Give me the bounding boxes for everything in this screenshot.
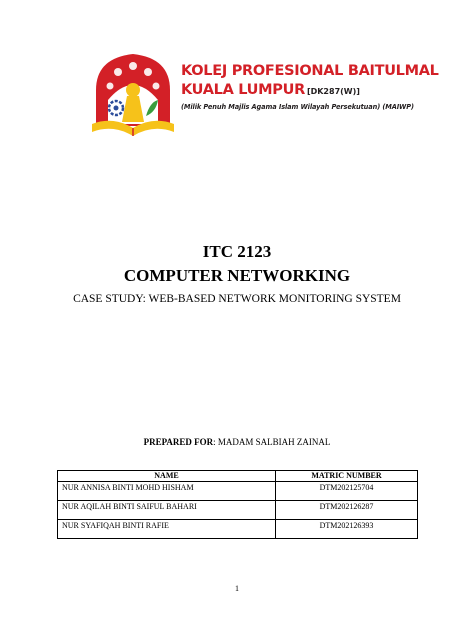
college-emblem-icon — [88, 50, 178, 140]
prepared-for-label: PREPARED FOR — [143, 437, 214, 447]
member-matric: DTM202126287 — [276, 501, 418, 520]
member-name: NUR SYAFIQAH BINTI RAFIE — [58, 520, 276, 539]
college-name-line1: KOLEJ PROFESIONAL BAITULMAL — [181, 63, 439, 79]
logo-text — [181, 63, 439, 111]
course-code: ITC 2123 — [202, 242, 272, 261]
member-matric: DTM202125704 — [276, 482, 418, 501]
course-name: COMPUTER NETWORKING — [123, 266, 351, 285]
college-ownership: (Milik Penuh Majlis Agama Islam Wilayah Persekutuan) (MAIWP) — [181, 103, 414, 111]
member-matric: DTM202126393 — [276, 520, 418, 539]
page-number: 1 — [235, 584, 239, 593]
college-city: KUALA LUMPUR — [181, 82, 305, 98]
prepared-for-value: : MADAM SALBIAH ZAINAL — [213, 437, 331, 447]
member-name: NUR ANNISA BINTI MOHD HISHAM — [58, 482, 276, 501]
member-name: NUR AQILAH BINTI SAIFUL BAHARI — [58, 501, 276, 520]
header-name: NAME — [58, 471, 276, 482]
members-table — [57, 470, 418, 539]
table-row — [58, 501, 418, 520]
registration-code: [DK287(W)] — [306, 87, 360, 96]
case-study-title: CASE STUDY: WEB-BASED NETWORK MONITORING SYSTEM — [73, 293, 401, 305]
prepared-for — [0, 437, 474, 447]
header-matric-number: MATRIC NUMBER — [276, 471, 418, 482]
table-row — [58, 482, 418, 501]
college-name-line2 — [181, 81, 396, 100]
table-header-row — [58, 471, 418, 482]
college-logo — [88, 50, 439, 140]
table-row — [58, 520, 418, 539]
